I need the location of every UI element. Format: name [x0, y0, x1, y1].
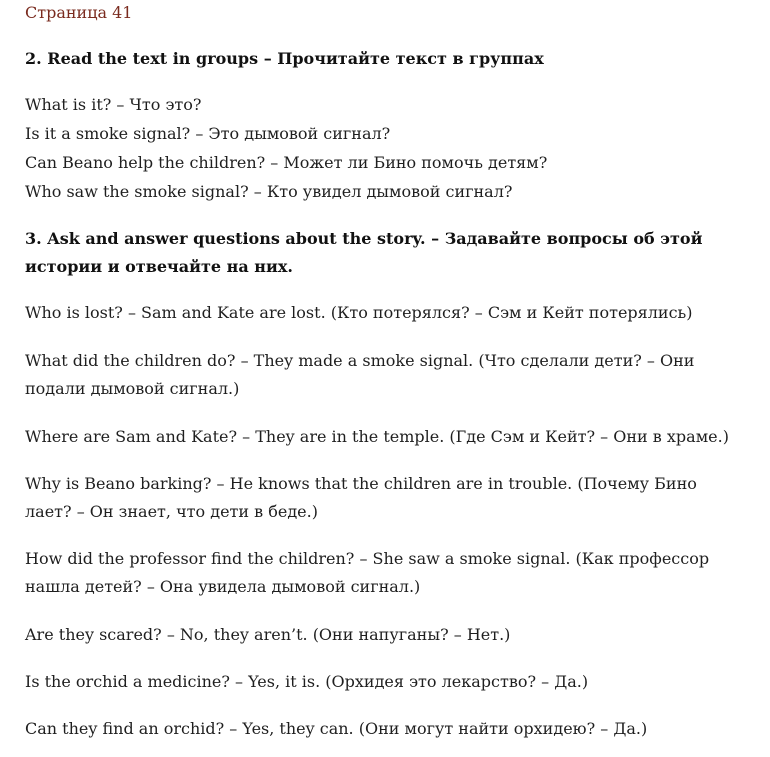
qa-paragraph: Can they find an orchid? – Yes, they can. (Они могут найти орхидею? – Да.)	[25, 719, 648, 738]
section-2-line: Can Beano help the children? – Может ли Бино помочь детям?	[25, 153, 548, 172]
section-2-heading: 2. Read the text in groups – Прочитайте текст в группах	[25, 49, 544, 68]
section-2-line: Is it a smoke signal? – Это дымовой сигнал?	[25, 124, 391, 143]
qa-paragraph: How did the professor find the children? – She saw a smoke signal. (Как профессор нашла детей? – Она увидела дымовой сигнал.)	[25, 549, 710, 596]
qa-paragraph: What did the children do? – They made a smoke signal. (Что сделали дети? – Они подали дымовой сигнал.)	[25, 351, 695, 398]
qa-paragraph: Is the orchid a medicine? – Yes, it is. (Орхидея это лекарство? – Да.)	[25, 672, 589, 691]
qa-paragraph: Are they scared? – No, they aren’t. (Они напуганы? – Нет.)	[25, 625, 511, 644]
page-number-label: Страница 41	[25, 3, 133, 22]
qa-paragraph: Who is lost? – Sam and Kate are lost. (Кто потерялся? – Сэм и Кейт потерялись)	[25, 303, 693, 322]
section-2-line: Who saw the smoke signal? – Кто увидел дымовой сигнал?	[25, 182, 513, 201]
section-3-heading: 3. Ask and answer questions about the story. – Задавайте вопросы об этой истории и отвечайте на них.	[25, 229, 703, 276]
qa-paragraph: Where are Sam and Kate? – They are in the temple. (Где Сэм и Кейт? – Они в храме.)	[25, 427, 729, 446]
qa-paragraph: Why is Beano barking? – He knows that the children are in trouble. (Почему Бино лает? – Он знает, что дети в беде.)	[25, 474, 697, 521]
section-2-line: What is it? – Что это?	[25, 95, 202, 114]
